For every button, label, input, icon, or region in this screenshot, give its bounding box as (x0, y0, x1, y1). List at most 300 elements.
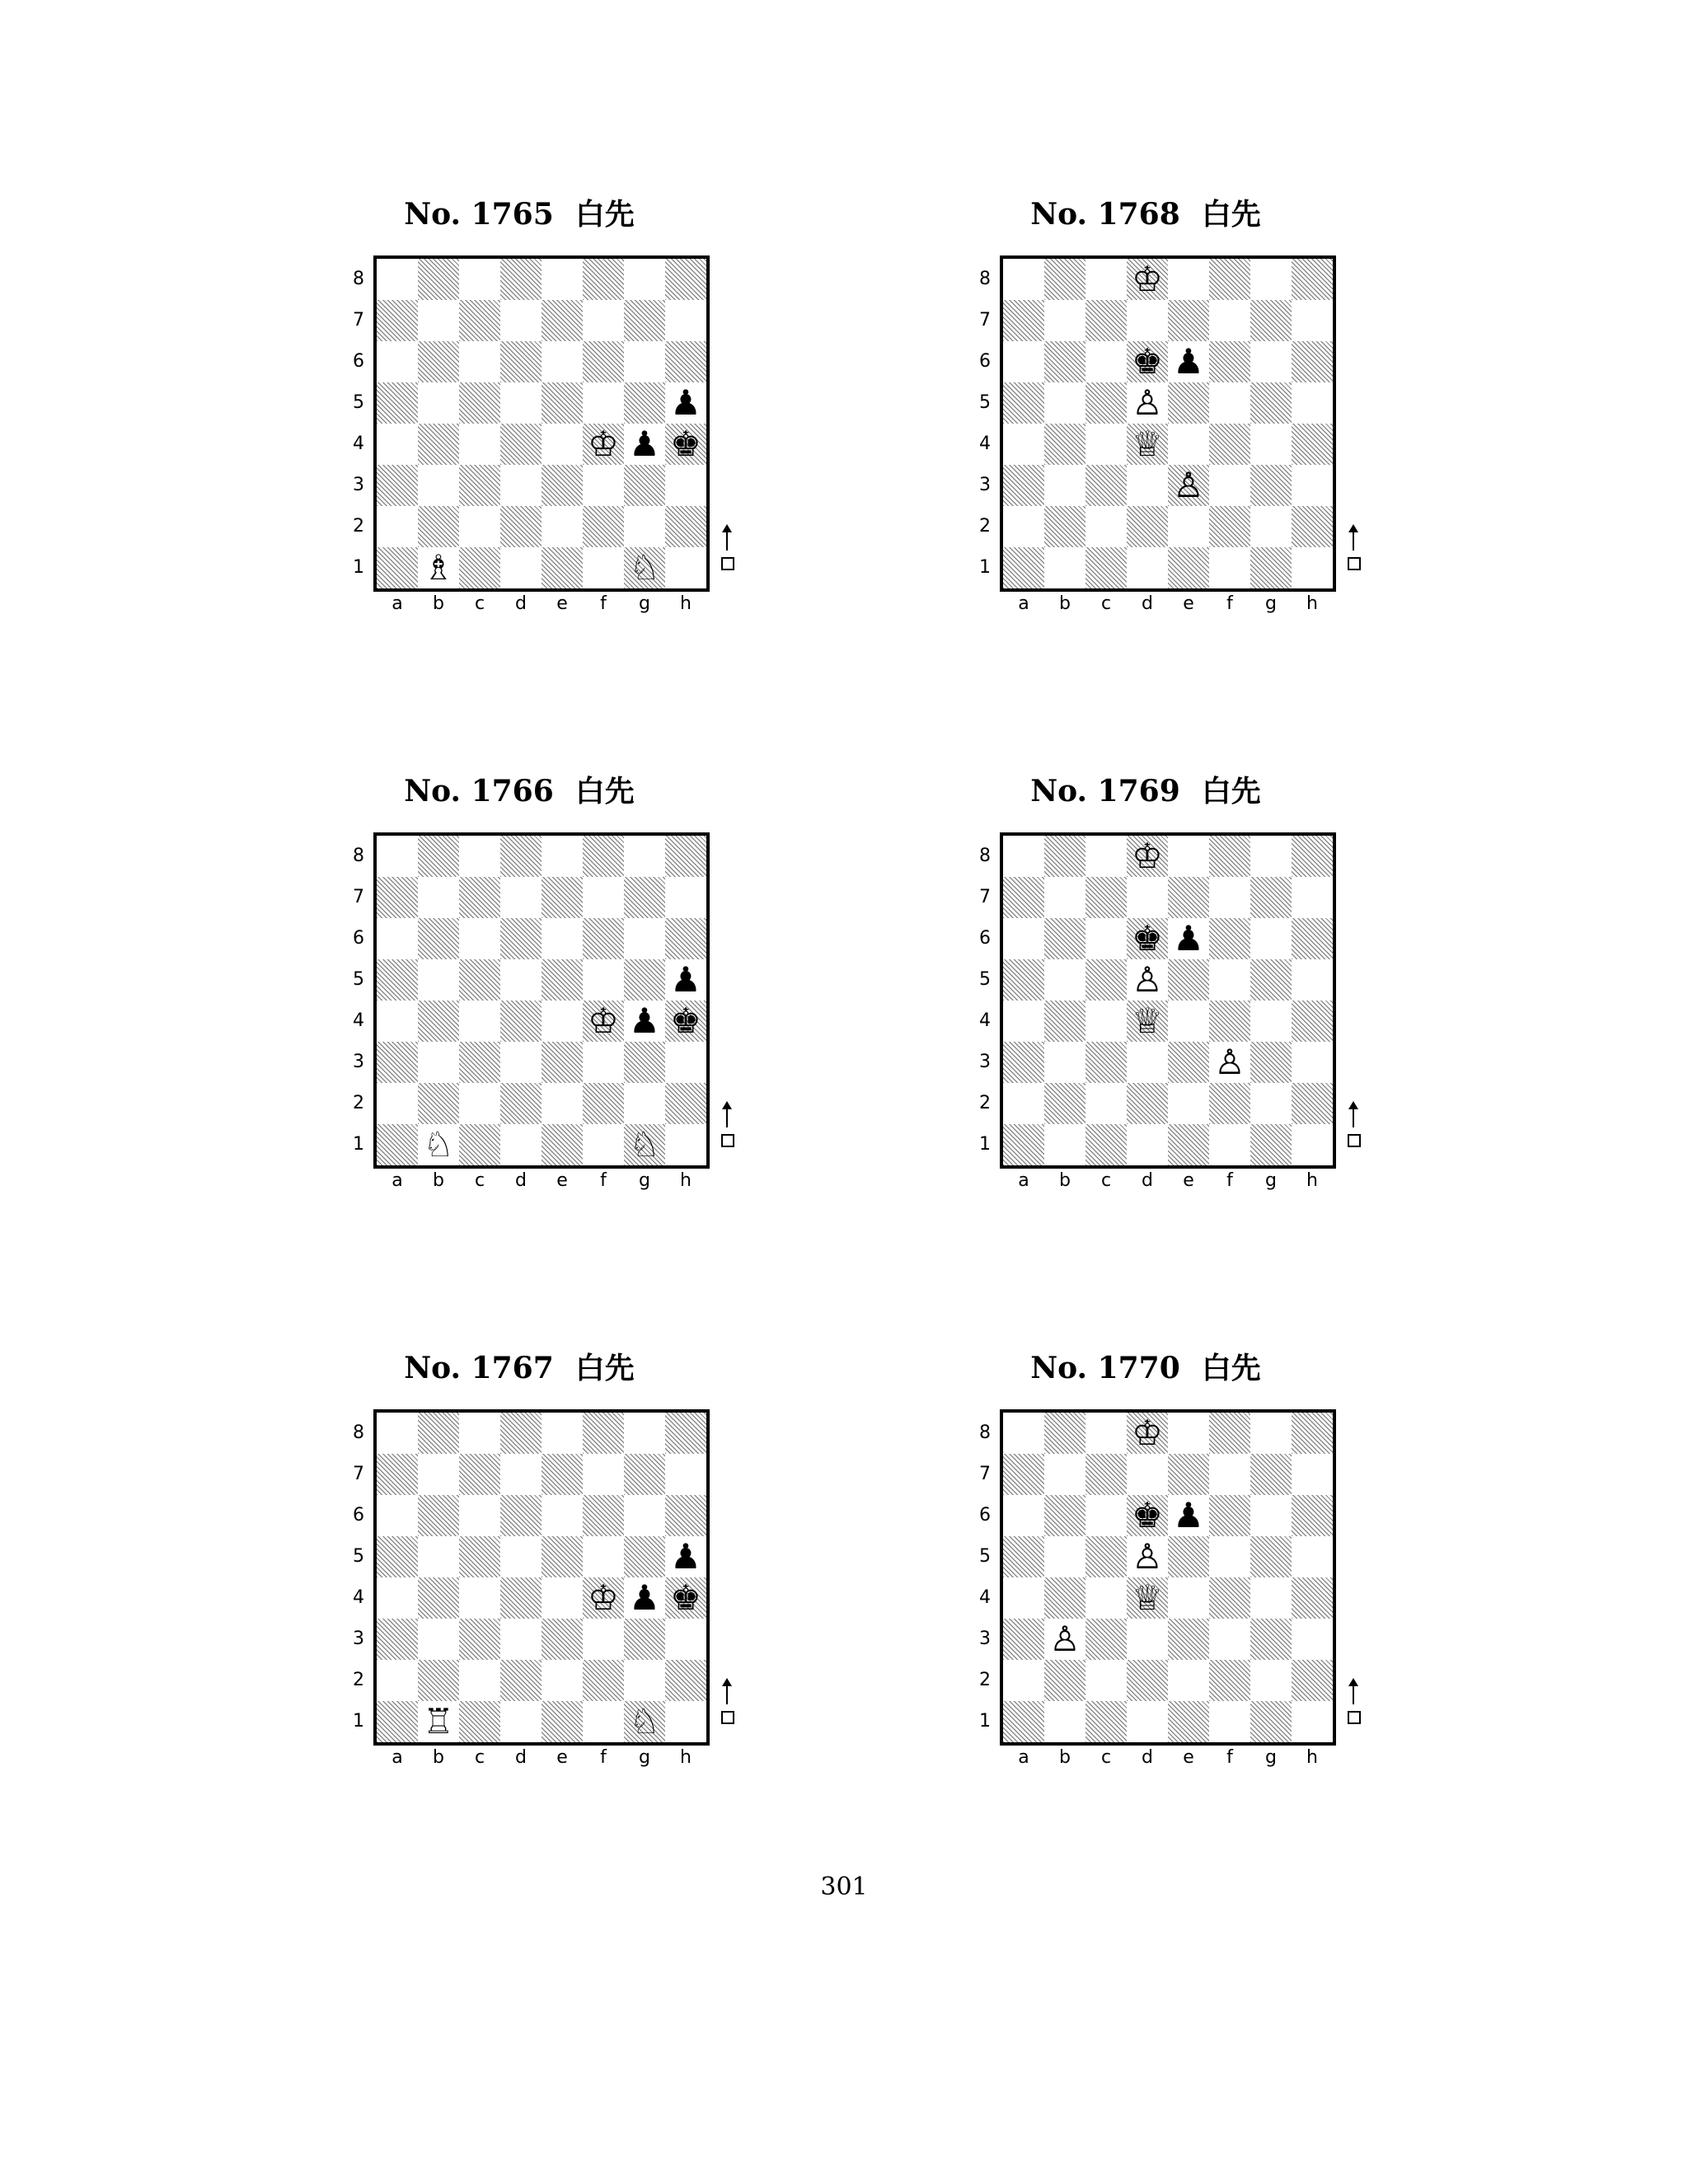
rank-label: 8 (979, 846, 991, 866)
square-e7 (542, 877, 583, 918)
square-b8 (418, 836, 459, 877)
square-d4 (500, 1001, 542, 1042)
square-g3 (1250, 465, 1292, 506)
square-h5 (665, 959, 706, 1001)
white-king-icon: ♔ (1132, 1413, 1163, 1453)
square-h3 (1292, 1619, 1333, 1660)
file-label: d (1142, 1747, 1153, 1768)
square-c4 (459, 1577, 500, 1619)
square-a7 (377, 300, 418, 341)
file-label: g (1265, 1170, 1277, 1191)
square-a8 (377, 259, 418, 300)
square-d4 (1127, 1577, 1168, 1619)
file-label: b (433, 1747, 444, 1768)
rank-label: 4 (979, 1010, 991, 1031)
square-a2 (1003, 1083, 1044, 1124)
file-label: e (556, 1747, 568, 1768)
square-e8 (542, 836, 583, 877)
square-b1 (418, 547, 459, 588)
square-b3 (1044, 1042, 1085, 1083)
square-f4 (583, 424, 624, 465)
square-c5 (1085, 959, 1127, 1001)
square-d8 (1127, 259, 1168, 300)
square-d6 (500, 341, 542, 382)
square-c4 (1085, 424, 1127, 465)
square-a8 (1003, 259, 1044, 300)
black-king-icon: ♚ (670, 1001, 701, 1041)
puzzle-stipulation: 白先 (1201, 197, 1261, 232)
square-h5 (665, 382, 706, 424)
square-g2 (1250, 506, 1292, 547)
square-a7 (377, 877, 418, 918)
square-e4 (542, 1577, 583, 1619)
square-g6 (624, 1495, 665, 1536)
square-a7 (1003, 300, 1044, 341)
square-d5 (1127, 959, 1168, 1001)
rank-label: 7 (353, 887, 364, 907)
file-label: a (392, 1747, 403, 1768)
puzzle-stipulation: 白先 (574, 774, 635, 808)
black-pawn-icon: ♟ (629, 424, 660, 464)
square-g1 (1250, 1701, 1292, 1742)
rank-label: 1 (353, 557, 364, 578)
square-d1 (1127, 1701, 1168, 1742)
rank-label: 4 (353, 434, 364, 454)
square-a7 (1003, 877, 1044, 918)
rank-label: 8 (979, 269, 991, 289)
black-pawn-icon: ♟ (1173, 918, 1204, 958)
square-h5 (665, 1536, 706, 1577)
square-a1 (1003, 1701, 1044, 1742)
square-h3 (1292, 465, 1333, 506)
square-g6 (624, 918, 665, 959)
square-e6 (1168, 918, 1209, 959)
square-c1 (459, 547, 500, 588)
square-c4 (1085, 1577, 1127, 1619)
square-b8 (418, 259, 459, 300)
square-g7 (1250, 877, 1292, 918)
white-knight-icon: ♘ (629, 547, 660, 588)
square-g2 (624, 1083, 665, 1124)
black-pawn-icon: ♟ (1173, 1495, 1204, 1535)
square-c1 (1085, 547, 1127, 588)
square-d7 (1127, 1454, 1168, 1495)
square-e1 (542, 1124, 583, 1165)
square-e3 (542, 1042, 583, 1083)
rank-label: 4 (979, 434, 991, 454)
square-e7 (542, 300, 583, 341)
file-label: f (1226, 593, 1233, 614)
square-h6 (1292, 341, 1333, 382)
square-b8 (1044, 836, 1085, 877)
white-knight-icon: ♘ (629, 1701, 660, 1741)
square-h5 (1292, 959, 1333, 1001)
puzzle-title (952, 198, 1339, 231)
page-number: 301 (820, 1872, 868, 1901)
square-b8 (418, 1413, 459, 1454)
square-g8 (624, 259, 665, 300)
square-f4 (583, 1577, 624, 1619)
square-h2 (1292, 506, 1333, 547)
square-b6 (418, 1495, 459, 1536)
square-e3 (1168, 1619, 1209, 1660)
square-e6 (542, 1495, 583, 1536)
square-e8 (542, 259, 583, 300)
rank-label: 1 (353, 1711, 364, 1732)
square-h6 (1292, 918, 1333, 959)
square-f6 (583, 918, 624, 959)
square-d8 (500, 259, 542, 300)
square-a7 (1003, 1454, 1044, 1495)
puzzle-number: No. 1765 (404, 197, 554, 232)
puzzle-stipulation: 白先 (1201, 1351, 1261, 1385)
square-b6 (1044, 918, 1085, 959)
square-b4 (1044, 1577, 1085, 1619)
square-b3 (1044, 465, 1085, 506)
square-c3 (1085, 1042, 1127, 1083)
square-a4 (1003, 424, 1044, 465)
square-g6 (624, 341, 665, 382)
square-c8 (459, 836, 500, 877)
white-pawn-icon: ♙ (1214, 1042, 1245, 1082)
square-f7 (583, 1454, 624, 1495)
square-f5 (583, 959, 624, 1001)
square-e4 (542, 1001, 583, 1042)
square-f5 (583, 382, 624, 424)
square-c2 (459, 506, 500, 547)
square-b4 (1044, 1001, 1085, 1042)
square-a5 (1003, 959, 1044, 1001)
rank-label: 5 (353, 1546, 364, 1567)
square-c8 (1085, 836, 1127, 877)
file-label: h (1306, 593, 1318, 614)
black-pawn-icon: ♟ (629, 1001, 660, 1041)
square-d3 (500, 1042, 542, 1083)
square-f1 (583, 1124, 624, 1165)
square-h2 (1292, 1660, 1333, 1701)
square-e2 (542, 1660, 583, 1701)
white-pawn-icon: ♙ (1132, 959, 1163, 1000)
square-e1 (542, 547, 583, 588)
square-g5 (624, 959, 665, 1001)
square-h1 (665, 1124, 706, 1165)
square-a1 (377, 547, 418, 588)
square-b3 (418, 1042, 459, 1083)
file-label: h (1306, 1170, 1318, 1191)
square-b4 (418, 1001, 459, 1042)
square-g7 (1250, 1454, 1292, 1495)
square-e5 (1168, 959, 1209, 1001)
square-b8 (1044, 1413, 1085, 1454)
white-king-icon: ♔ (588, 1001, 619, 1041)
white-pawn-icon: ♙ (1049, 1619, 1081, 1659)
arrowhead-icon (1348, 524, 1358, 532)
square-g1 (624, 547, 665, 588)
puzzle-number: No. 1769 (1030, 774, 1180, 808)
square-a8 (1003, 1413, 1044, 1454)
file-label: c (474, 1170, 485, 1191)
puzzle-title (326, 1352, 713, 1385)
square-f8 (1209, 836, 1250, 877)
rank-label: 6 (979, 928, 991, 949)
rank-label: 2 (353, 1093, 364, 1113)
square-g4 (624, 1577, 665, 1619)
square-d4 (500, 424, 542, 465)
white-square-icon (1348, 1711, 1361, 1724)
square-e5 (542, 382, 583, 424)
file-label: g (1265, 1747, 1277, 1768)
square-h2 (665, 1083, 706, 1124)
square-h8 (1292, 1413, 1333, 1454)
white-rook-icon: ♖ (423, 1701, 454, 1741)
square-b5 (418, 959, 459, 1001)
chess-board (373, 255, 710, 592)
square-b5 (418, 1536, 459, 1577)
rank-label: 2 (979, 1670, 991, 1690)
square-b7 (418, 1454, 459, 1495)
square-e8 (1168, 836, 1209, 877)
square-d2 (500, 1660, 542, 1701)
square-b8 (1044, 259, 1085, 300)
square-g7 (624, 300, 665, 341)
rank-label: 2 (979, 1093, 991, 1113)
square-h7 (665, 877, 706, 918)
square-h1 (665, 547, 706, 588)
square-d6 (1127, 341, 1168, 382)
square-b5 (1044, 1536, 1085, 1577)
square-e1 (542, 1701, 583, 1742)
square-h8 (1292, 259, 1333, 300)
square-f6 (1209, 1495, 1250, 1536)
puzzle-title (326, 198, 713, 231)
white-to-move-icon (1346, 527, 1362, 577)
square-d1 (500, 547, 542, 588)
puzzle-1769 (952, 775, 1339, 1212)
file-label: f (1226, 1170, 1233, 1191)
chess-board (1000, 1409, 1336, 1746)
square-h7 (1292, 877, 1333, 918)
square-b7 (418, 877, 459, 918)
file-label: f (1226, 1747, 1233, 1768)
square-b2 (1044, 506, 1085, 547)
rank-label: 4 (979, 1587, 991, 1608)
square-d4 (1127, 1001, 1168, 1042)
square-d5 (500, 959, 542, 1001)
file-label: e (556, 1170, 568, 1191)
square-c7 (1085, 877, 1127, 918)
square-e8 (542, 1413, 583, 1454)
square-d2 (1127, 1083, 1168, 1124)
square-e4 (1168, 424, 1209, 465)
square-g7 (624, 1454, 665, 1495)
square-c5 (1085, 382, 1127, 424)
square-b6 (1044, 341, 1085, 382)
puzzle-stipulation: 白先 (574, 1351, 635, 1385)
square-b1 (418, 1124, 459, 1165)
square-c4 (459, 424, 500, 465)
rank-label: 3 (979, 1629, 991, 1649)
file-label: h (680, 593, 692, 614)
square-a6 (1003, 918, 1044, 959)
arrowhead-icon (1348, 1101, 1358, 1109)
white-to-move-icon (1346, 1104, 1362, 1154)
square-h6 (1292, 1495, 1333, 1536)
black-king-icon: ♚ (1132, 341, 1163, 382)
arrowhead-icon (722, 1678, 732, 1686)
square-h4 (665, 424, 706, 465)
rank-label: 7 (353, 1464, 364, 1484)
square-e7 (542, 1454, 583, 1495)
black-king-icon: ♚ (1132, 1495, 1163, 1535)
square-a6 (1003, 1495, 1044, 1536)
puzzle-stipulation: 白先 (574, 197, 635, 232)
white-king-icon: ♔ (1132, 259, 1163, 299)
square-d3 (500, 1619, 542, 1660)
square-c4 (1085, 1001, 1127, 1042)
file-label: d (515, 593, 527, 614)
square-a8 (377, 1413, 418, 1454)
white-bishop-icon: ♗ (423, 547, 454, 588)
square-h5 (1292, 382, 1333, 424)
square-d5 (500, 382, 542, 424)
square-g5 (1250, 1536, 1292, 1577)
white-square-icon (721, 557, 734, 570)
arrowhead-icon (722, 524, 732, 532)
rank-label: 5 (353, 392, 364, 413)
file-label: a (392, 593, 403, 614)
square-b1 (418, 1701, 459, 1742)
square-b2 (418, 1660, 459, 1701)
square-b7 (418, 300, 459, 341)
black-pawn-icon: ♟ (670, 1536, 701, 1577)
square-c8 (1085, 1413, 1127, 1454)
chess-board (373, 832, 710, 1169)
square-f4 (583, 1001, 624, 1042)
square-g5 (1250, 382, 1292, 424)
black-pawn-icon: ♟ (1173, 341, 1204, 382)
puzzle-title (952, 1352, 1339, 1385)
square-e5 (542, 1536, 583, 1577)
rank-label: 4 (353, 1010, 364, 1031)
square-d3 (1127, 465, 1168, 506)
square-c3 (459, 1619, 500, 1660)
file-label: c (1100, 1170, 1112, 1191)
square-b7 (1044, 1454, 1085, 1495)
square-f2 (1209, 506, 1250, 547)
square-a6 (1003, 341, 1044, 382)
square-h6 (665, 341, 706, 382)
square-g2 (1250, 1083, 1292, 1124)
rank-label: 5 (353, 969, 364, 990)
puzzle-number: No. 1766 (404, 774, 554, 808)
square-g6 (1250, 918, 1292, 959)
file-label: g (639, 1747, 650, 1768)
square-e2 (1168, 1083, 1209, 1124)
file-label: d (1142, 593, 1153, 614)
square-g4 (1250, 424, 1292, 465)
white-square-icon (721, 1134, 734, 1147)
square-a5 (1003, 1536, 1044, 1577)
square-f1 (1209, 1124, 1250, 1165)
square-f1 (583, 1701, 624, 1742)
file-label: b (1059, 1747, 1071, 1768)
square-d6 (500, 1495, 542, 1536)
arrowhead-icon (1348, 1678, 1358, 1686)
rank-label: 1 (979, 1134, 991, 1155)
square-f8 (583, 259, 624, 300)
square-g8 (624, 1413, 665, 1454)
square-a8 (1003, 836, 1044, 877)
square-b7 (1044, 300, 1085, 341)
rank-label: 1 (979, 557, 991, 578)
rank-label: 3 (979, 475, 991, 495)
square-d7 (1127, 300, 1168, 341)
square-g1 (624, 1124, 665, 1165)
square-c7 (1085, 300, 1127, 341)
white-square-icon (721, 1711, 734, 1724)
rank-label: 6 (979, 351, 991, 372)
square-d3 (500, 465, 542, 506)
square-e1 (1168, 547, 1209, 588)
square-f6 (583, 1495, 624, 1536)
rank-label: 8 (353, 269, 364, 289)
square-f3 (1209, 1619, 1250, 1660)
square-c3 (459, 465, 500, 506)
square-d7 (500, 1454, 542, 1495)
white-to-move-icon (720, 1681, 736, 1731)
square-a1 (377, 1124, 418, 1165)
square-e4 (1168, 1577, 1209, 1619)
square-g7 (624, 877, 665, 918)
square-c6 (459, 341, 500, 382)
square-e3 (1168, 1042, 1209, 1083)
square-g5 (624, 1536, 665, 1577)
square-c6 (1085, 341, 1127, 382)
white-pawn-icon: ♙ (1173, 465, 1204, 505)
puzzle-1766 (326, 775, 713, 1212)
square-g4 (1250, 1577, 1292, 1619)
square-d7 (500, 877, 542, 918)
square-b1 (1044, 1124, 1085, 1165)
square-g2 (624, 506, 665, 547)
square-e7 (1168, 300, 1209, 341)
square-f4 (1209, 1001, 1250, 1042)
rank-label: 5 (979, 1546, 991, 1567)
file-label: c (1100, 1747, 1112, 1768)
square-a1 (1003, 547, 1044, 588)
square-h7 (1292, 300, 1333, 341)
square-e7 (1168, 1454, 1209, 1495)
square-f3 (583, 1042, 624, 1083)
square-e2 (1168, 1660, 1209, 1701)
square-c8 (459, 259, 500, 300)
rank-label: 1 (979, 1711, 991, 1732)
square-d1 (500, 1701, 542, 1742)
square-d5 (1127, 1536, 1168, 1577)
file-label: h (680, 1747, 692, 1768)
square-e1 (1168, 1701, 1209, 1742)
square-f7 (1209, 300, 1250, 341)
square-g8 (1250, 1413, 1292, 1454)
rank-label: 3 (353, 475, 364, 495)
square-f7 (583, 300, 624, 341)
square-d2 (500, 506, 542, 547)
rank-label: 8 (979, 1422, 991, 1443)
square-d4 (500, 1577, 542, 1619)
square-d2 (1127, 506, 1168, 547)
puzzle-1768 (952, 198, 1339, 635)
square-g2 (1250, 1660, 1292, 1701)
